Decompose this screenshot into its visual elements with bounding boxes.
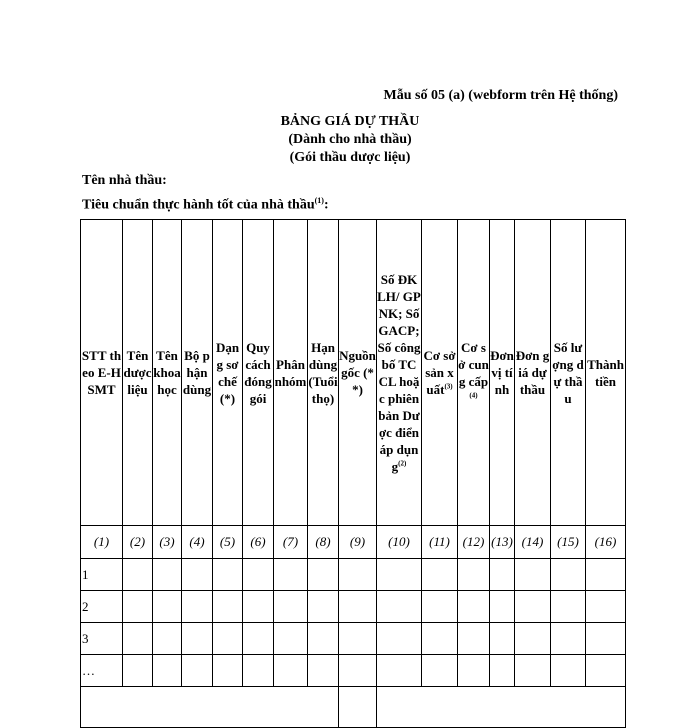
column-header-text: Đơn vị tính	[490, 348, 514, 397]
table-cell	[213, 623, 243, 655]
row-number-cell: 3	[81, 623, 123, 655]
table-cell	[551, 655, 586, 687]
table-cell	[515, 655, 551, 687]
table-cell	[182, 591, 213, 623]
column-header-footnote-ref: (4)	[469, 391, 478, 400]
table-cell	[422, 559, 458, 591]
table-cell	[274, 655, 308, 687]
column-header	[551, 220, 586, 526]
table-cell	[377, 559, 422, 591]
column-number: (8)	[308, 526, 339, 559]
column-header-text: Nguồn gốc (**)	[339, 348, 376, 397]
table-cell	[490, 655, 515, 687]
table-cell	[339, 623, 377, 655]
column-number: (7)	[274, 526, 308, 559]
column-header-footnote-ref: (3)	[444, 382, 453, 391]
column-header-text: Tên khoa học	[153, 348, 181, 397]
table-cell	[490, 559, 515, 591]
table-cell	[308, 623, 339, 655]
header-row	[81, 220, 626, 526]
table-cell	[422, 655, 458, 687]
row-number-cell: 2	[81, 591, 123, 623]
column-number: (15)	[551, 526, 586, 559]
column-header	[213, 220, 243, 526]
table-cell	[377, 655, 422, 687]
gmp-label: Tiêu chuẩn thực hành tốt của nhà thầu$^{(1)}$:	[82, 196, 329, 213]
table-cell	[490, 591, 515, 623]
column-header	[243, 220, 274, 526]
table-cell	[339, 559, 377, 591]
table-cell	[153, 655, 182, 687]
column-number: (4)	[182, 526, 213, 559]
row-number-cell: …	[81, 655, 123, 687]
column-number: (9)	[339, 526, 377, 559]
table-cell	[123, 559, 153, 591]
column-header	[182, 220, 213, 526]
gmp-footnote-ref: (1)	[314, 196, 324, 205]
table-cell	[458, 623, 490, 655]
table-cell	[377, 591, 422, 623]
column-header	[153, 220, 182, 526]
table-row	[81, 559, 626, 591]
table-cell	[243, 559, 274, 591]
table-cell	[458, 591, 490, 623]
document-title: BẢNG GIÁ DỰ THẦU	[280, 114, 420, 129]
column-header-text: Đơn giá dự thầu	[515, 348, 550, 397]
table-cell	[377, 687, 626, 728]
column-number: (16)	[586, 526, 626, 559]
bid-price-table	[80, 219, 626, 728]
column-header	[490, 220, 515, 526]
table-cell	[339, 655, 377, 687]
table-cell	[182, 559, 213, 591]
column-header-text: Dạng sơ chế (*)	[215, 339, 240, 406]
column-header	[515, 220, 551, 526]
table-cell	[182, 655, 213, 687]
table-cell	[123, 655, 153, 687]
table-cell	[551, 559, 586, 591]
column-header-text: Số ĐKLH/ GPNK; Số GACP; Số công bố TCCL hoặc phiên bản Dược điển áp dụng	[377, 271, 421, 474]
column-header	[339, 220, 377, 526]
column-header	[274, 220, 308, 526]
column-number: (14)	[515, 526, 551, 559]
column-number: (5)	[213, 526, 243, 559]
table-cell	[213, 591, 243, 623]
table-cell	[551, 591, 586, 623]
table-cell	[153, 559, 182, 591]
table-cell	[308, 655, 339, 687]
column-header-text: STT theo E-HSMT	[81, 348, 122, 397]
column-number: (11)	[422, 526, 458, 559]
column-number: (2)	[123, 526, 153, 559]
table-cell	[422, 623, 458, 655]
table-cell	[515, 623, 551, 655]
table-cell	[243, 655, 274, 687]
column-header	[123, 220, 153, 526]
column-number: (12)	[458, 526, 490, 559]
table-cell	[274, 591, 308, 623]
document-subtitle-bidder: (Dành cho nhà thầu)	[288, 132, 412, 147]
column-header-footnote-ref: (2)	[398, 459, 407, 468]
table-cell	[586, 655, 626, 687]
column-header-text: Bộ phận dùng	[182, 348, 212, 397]
table-cell	[308, 591, 339, 623]
table-cell	[515, 591, 551, 623]
column-header-text: Cơ sở cung cấp	[458, 339, 489, 389]
column-number-row	[81, 526, 626, 559]
total-row	[81, 687, 626, 728]
table-cell	[308, 559, 339, 591]
column-number: (13)	[490, 526, 515, 559]
column-header	[377, 220, 422, 526]
column-header-text: Tên dược liệu	[123, 348, 152, 397]
column-header-text: Thành tiền	[587, 356, 624, 389]
table-cell	[153, 623, 182, 655]
table-cell	[213, 655, 243, 687]
table-cell	[515, 559, 551, 591]
table-cell	[586, 559, 626, 591]
table-cell	[490, 623, 515, 655]
table-cell	[339, 687, 377, 728]
column-header	[458, 220, 490, 526]
table-row	[81, 591, 626, 623]
table-cell	[123, 591, 153, 623]
table-row	[81, 623, 626, 655]
table-cell	[586, 623, 626, 655]
table-cell	[81, 687, 339, 728]
table-cell	[586, 591, 626, 623]
table-cell	[213, 559, 243, 591]
table-cell	[551, 623, 586, 655]
column-header-text: Quy cách đóng gói	[244, 339, 272, 406]
document-subtitle-package: (Gói thầu dược liệu)	[289, 150, 411, 165]
row-number-cell: 1	[81, 559, 123, 591]
table-cell	[377, 623, 422, 655]
table-cell	[153, 591, 182, 623]
table-cell	[339, 591, 377, 623]
table-row	[81, 655, 626, 687]
table-cell	[458, 559, 490, 591]
column-header	[308, 220, 339, 526]
column-header	[422, 220, 458, 526]
column-number: (3)	[153, 526, 182, 559]
column-header-text: Cơ sở sản xuất	[423, 348, 456, 397]
table-cell	[243, 591, 274, 623]
table-cell	[274, 623, 308, 655]
table-cell	[274, 559, 308, 591]
column-header-text: Hạn dùng (Tuổi thọ)	[308, 339, 338, 406]
bidder-name-label: Tên nhà thầu:	[82, 173, 167, 188]
gmp-label-text: Tiêu chuẩn thực hành tốt của nhà thầu	[82, 197, 315, 213]
table-cell	[243, 623, 274, 655]
table-cell	[458, 655, 490, 687]
column-header	[81, 220, 123, 526]
column-header-text: Số lượng dự thầu	[552, 339, 584, 406]
column-number: (10)	[377, 526, 422, 559]
form-code: Mẫu số 05 (a) (webform trên Hệ thống)	[383, 88, 618, 103]
column-number: (6)	[243, 526, 274, 559]
column-header-text: Phân nhóm	[274, 356, 307, 389]
column-number: (1)	[81, 526, 123, 559]
column-header	[586, 220, 626, 526]
table-cell	[422, 591, 458, 623]
table-cell	[182, 623, 213, 655]
title-block	[0, 113, 700, 167]
table-cell	[123, 623, 153, 655]
